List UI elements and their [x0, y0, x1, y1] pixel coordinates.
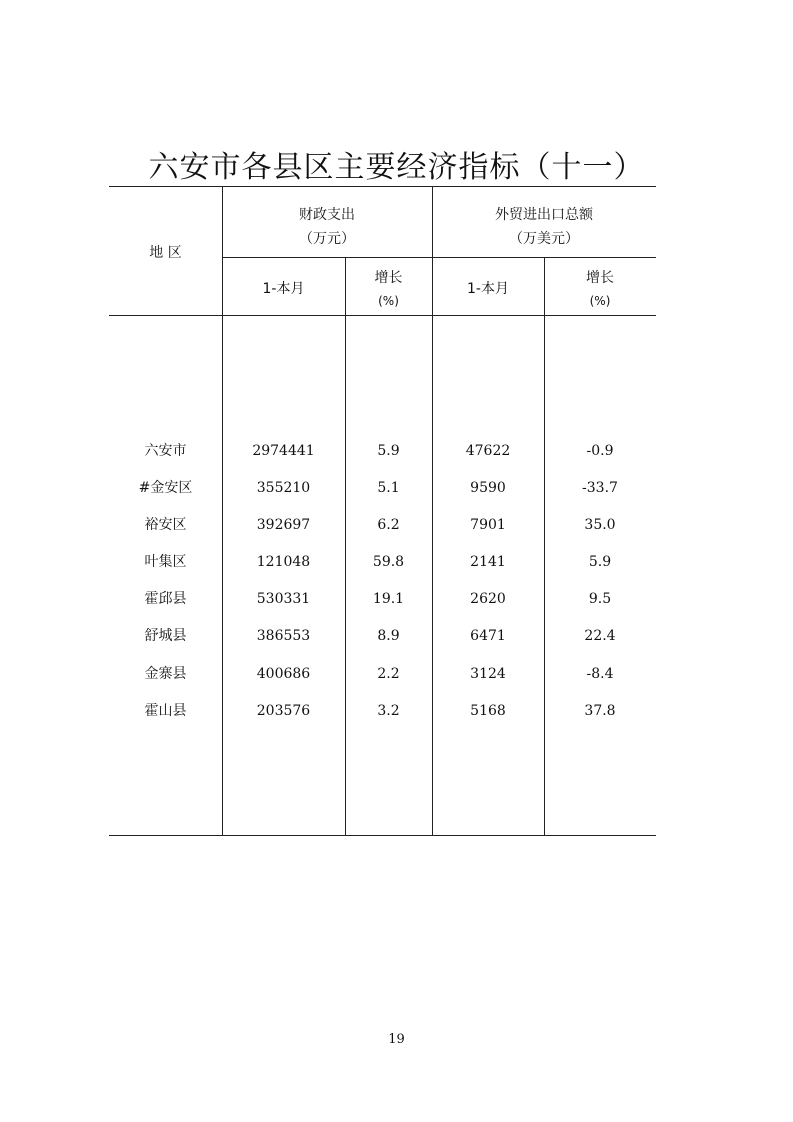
fiscal-growth-cell: 59.8: [372, 554, 405, 570]
fiscal-growth-cell: 8.9: [377, 628, 400, 644]
fiscal-cell: 400686: [256, 666, 311, 682]
region-cell: 六安市: [144, 443, 187, 459]
fiscal-cell: 530331: [256, 591, 311, 607]
region-cell: #金安区: [138, 480, 193, 496]
header-mid-rule: [222, 257, 656, 258]
fiscal-growth-cell: 19.1: [372, 591, 405, 607]
trade-cell: 9590: [470, 480, 506, 496]
table-row: [109, 439, 656, 465]
table-row: [109, 476, 656, 502]
header-trade-unit: （万美元）: [509, 231, 579, 247]
page-title: 六安市各县区主要经济指标（十一）: [148, 150, 645, 185]
trade-growth-cell: -0.9: [586, 443, 614, 459]
trade-cell: 2141: [470, 554, 506, 570]
table-row: [109, 662, 656, 688]
fiscal-cell: 121048: [256, 554, 311, 570]
fiscal-cell: 386553: [256, 628, 311, 644]
table-row: [109, 550, 656, 576]
trade-cell: 3124: [470, 666, 506, 682]
trade-growth-cell: -8.4: [586, 666, 614, 682]
trade-growth-cell: 9.5: [588, 591, 612, 607]
fiscal-cell: 2974441: [252, 443, 315, 459]
trade-cell: 7901: [470, 517, 506, 533]
region-cell: 霍邱县: [144, 591, 187, 607]
trade-growth-cell: -33.7: [582, 480, 618, 496]
fiscal-cell: 392697: [256, 517, 311, 533]
fiscal-growth-cell: 5.9: [377, 443, 400, 459]
header-region: 地 区: [149, 245, 182, 261]
header-trade-title: 外贸进出口总额: [495, 207, 593, 223]
fiscal-growth-cell: 5.1: [377, 480, 400, 496]
fiscal-growth-cell: 6.2: [377, 517, 400, 533]
table-row: [109, 587, 656, 613]
table-top-rule: [109, 186, 656, 187]
trade-cell: 6471: [470, 628, 506, 644]
fiscal-cell: 203576: [256, 703, 311, 719]
page-number: 19: [388, 1032, 405, 1047]
table-row: [109, 624, 656, 650]
region-cell: 霍山县: [144, 703, 187, 719]
fiscal-growth-cell: 2.2: [377, 666, 400, 682]
header-fiscal-unit: （万元）: [299, 231, 355, 247]
trade-growth-cell: 35.0: [584, 517, 616, 533]
header-bottom-rule: [109, 315, 656, 316]
column-divider: [345, 257, 346, 835]
header-trade-ytd: 1-本月: [467, 281, 509, 297]
region-cell: 裕安区: [144, 517, 187, 533]
fiscal-growth-cell: 3.2: [377, 703, 400, 719]
fiscal-cell: 355210: [256, 480, 311, 496]
trade-cell: 2620: [470, 591, 506, 607]
header-fiscal-ytd: 1-本月: [262, 281, 305, 297]
header-fiscal-growth: 增长: [374, 270, 403, 286]
trade-cell: 5168: [470, 703, 506, 719]
header-trade-growth: 增长: [586, 270, 614, 286]
table-bottom-rule: [109, 835, 656, 836]
header-fiscal-growth-unit: (%): [378, 294, 399, 308]
trade-growth-cell: 5.9: [588, 554, 612, 570]
trade-growth-cell: 22.4: [584, 628, 616, 644]
header-fiscal-title: 财政支出: [299, 207, 355, 223]
region-cell: 金寨县: [144, 666, 187, 682]
region-cell: 叶集区: [144, 554, 187, 570]
trade-cell: 47622: [465, 443, 511, 459]
header-trade-growth-unit: (%): [589, 294, 611, 308]
trade-growth-cell: 37.8: [584, 703, 616, 719]
table-row: [109, 699, 656, 725]
table-row: [109, 513, 656, 539]
region-cell: 舒城县: [144, 628, 187, 644]
column-divider: [544, 257, 545, 835]
